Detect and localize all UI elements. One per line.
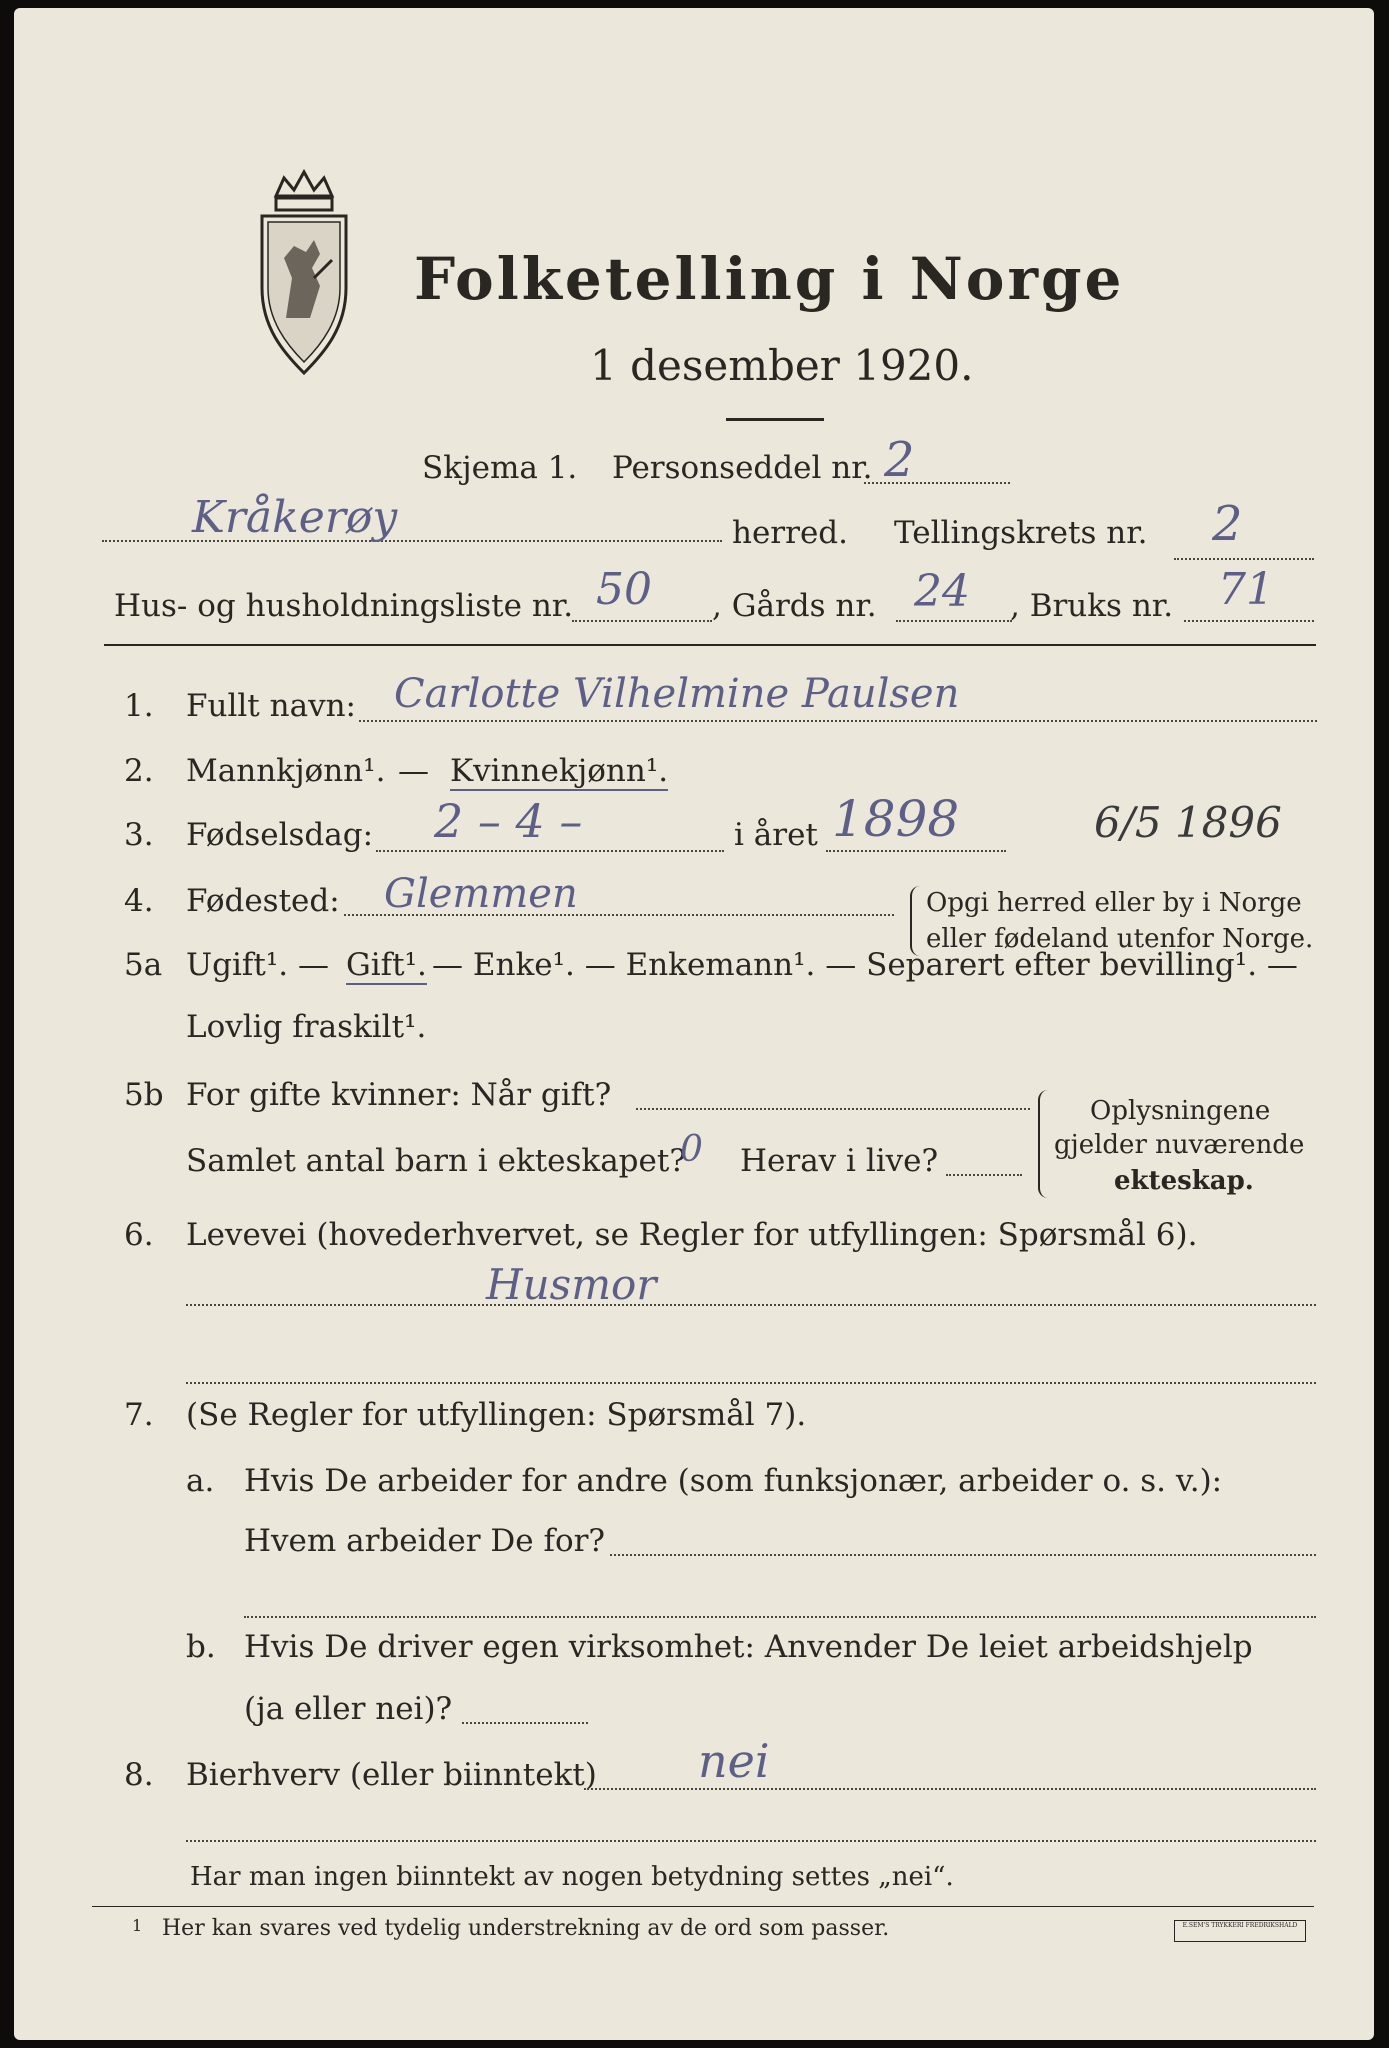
- birthday-value[interactable]: 2 – 4 –: [434, 794, 583, 848]
- q8-number: 8.: [124, 1757, 154, 1793]
- herred-value[interactable]: Kråkerøy: [192, 492, 398, 543]
- q4-note-line2: eller fødeland utenfor Norge.: [926, 924, 1314, 954]
- q5b-number: 5b: [124, 1077, 164, 1113]
- q5a-number: 5a: [124, 947, 163, 983]
- q7-label: (Se Regler for utfyllingen: Spørsmål 7).: [186, 1397, 807, 1433]
- side-income-value[interactable]: nei: [698, 1734, 770, 1788]
- birth-date-note: 6/5 1896: [1094, 798, 1282, 847]
- q5a-gift-underlined: Gift¹.: [346, 947, 427, 983]
- tellingskrets-label: Tellingskrets nr.: [894, 515, 1148, 551]
- q5b-note-line1: Oplysningene: [1090, 1096, 1271, 1126]
- husliste-value[interactable]: 50: [596, 564, 652, 615]
- q7b-line1: Hvis De driver egen virksomhet: Anvender De leiet arbeidshjelp: [244, 1629, 1253, 1665]
- q5a-fraskilt: Lovlig fraskilt¹.: [186, 1009, 427, 1045]
- q5b-note-line3: ekteskap.: [1114, 1166, 1254, 1196]
- footnote-mark: 1: [132, 1916, 143, 1935]
- q7a-line1: Hvis De arbeider for andre (som funksjonær, arbeider o. s. v.):: [244, 1463, 1223, 1499]
- q5b-note-line2: gjelder nuværende: [1054, 1130, 1305, 1160]
- birthplace-value[interactable]: Glemmen: [384, 871, 578, 917]
- q7a-letter: a.: [186, 1463, 215, 1499]
- q6-number: 6.: [124, 1217, 154, 1253]
- coat-of-arms-icon: [254, 168, 354, 383]
- q5a-ugift: Ugift¹. —: [186, 947, 329, 983]
- census-date: 1 desember 1920.: [590, 341, 974, 390]
- q2-number: 2.: [124, 753, 154, 789]
- herred-label: herred.: [732, 515, 848, 551]
- gards-label: , Gårds nr.: [712, 588, 877, 624]
- q2-dash: —: [398, 753, 429, 789]
- q5b-children-label: Samlet antal barn i ekteskapet?: [186, 1143, 686, 1179]
- q5b-married-when: For gifte kvinner: Når gift?: [186, 1077, 612, 1113]
- bruks-value[interactable]: 71: [1218, 564, 1274, 615]
- printer-stamp: E.SEM'S TRYKKERI FREDRIKSHALD: [1174, 1920, 1306, 1942]
- q1-label: Fullt navn:: [186, 688, 356, 724]
- q4-label: Fødested:: [186, 883, 340, 919]
- q1-number: 1.: [124, 688, 154, 724]
- tellingskrets-value[interactable]: 2: [1212, 496, 1243, 552]
- header-divider: [104, 644, 1316, 646]
- footnote-divider: [92, 1906, 1314, 1907]
- q8-label: Bierhverv (eller biinntekt): [186, 1757, 597, 1793]
- q5b-alive-label: Herav i live?: [740, 1143, 939, 1179]
- occupation-value[interactable]: Husmor: [486, 1260, 657, 1309]
- q7b-line2: (ja eller nei)?: [244, 1691, 453, 1727]
- personseddel-label: Personseddel nr.: [612, 450, 873, 486]
- skjema-label: Skjema 1.: [422, 450, 578, 486]
- q7b-letter: b.: [186, 1629, 216, 1665]
- q3-number: 3.: [124, 817, 154, 853]
- children-value[interactable]: 0: [680, 1129, 703, 1170]
- form-title: Folketelling i Norge: [414, 245, 1125, 313]
- q4-note-line1: Opgi herred eller by i Norge: [926, 888, 1302, 918]
- census-form-sheet: [14, 8, 1374, 2040]
- q3-label: Fødselsdag:: [186, 817, 374, 853]
- personseddel-value[interactable]: 2: [884, 432, 915, 488]
- q2-female-underlined: Kvinnekjønn¹.: [450, 753, 669, 789]
- q4-number: 4.: [124, 883, 154, 919]
- q6-label: Levevei (hovederhvervet, se Regler for utfyllingen: Spørsmål 6).: [186, 1217, 1198, 1253]
- bruks-label: , Bruks nr.: [1010, 588, 1174, 624]
- footnote-text: Her kan svares ved tydelig understrekning av de ord som passer.: [162, 1916, 890, 1941]
- q7a-line2: Hvem arbeider De for?: [244, 1523, 606, 1559]
- gards-value[interactable]: 24: [914, 566, 970, 617]
- nei-note: Har man ingen biinntekt av nogen betydning settes „nei“.: [190, 1862, 954, 1892]
- birth-year-value[interactable]: 1898: [832, 790, 960, 848]
- husliste-label: Hus- og husholdningsliste nr.: [114, 588, 574, 624]
- q7-number: 7.: [124, 1397, 154, 1433]
- q3-year-label: i året: [734, 817, 818, 853]
- full-name-value[interactable]: Carlotte Vilhelmine Paulsen: [394, 671, 960, 717]
- title-divider: [726, 418, 824, 421]
- q5a-options: — Enke¹. — Enkemann¹. — Separert efter bevilling¹. —: [432, 947, 1298, 983]
- q2-male: Mannkjønn¹.: [186, 753, 386, 789]
